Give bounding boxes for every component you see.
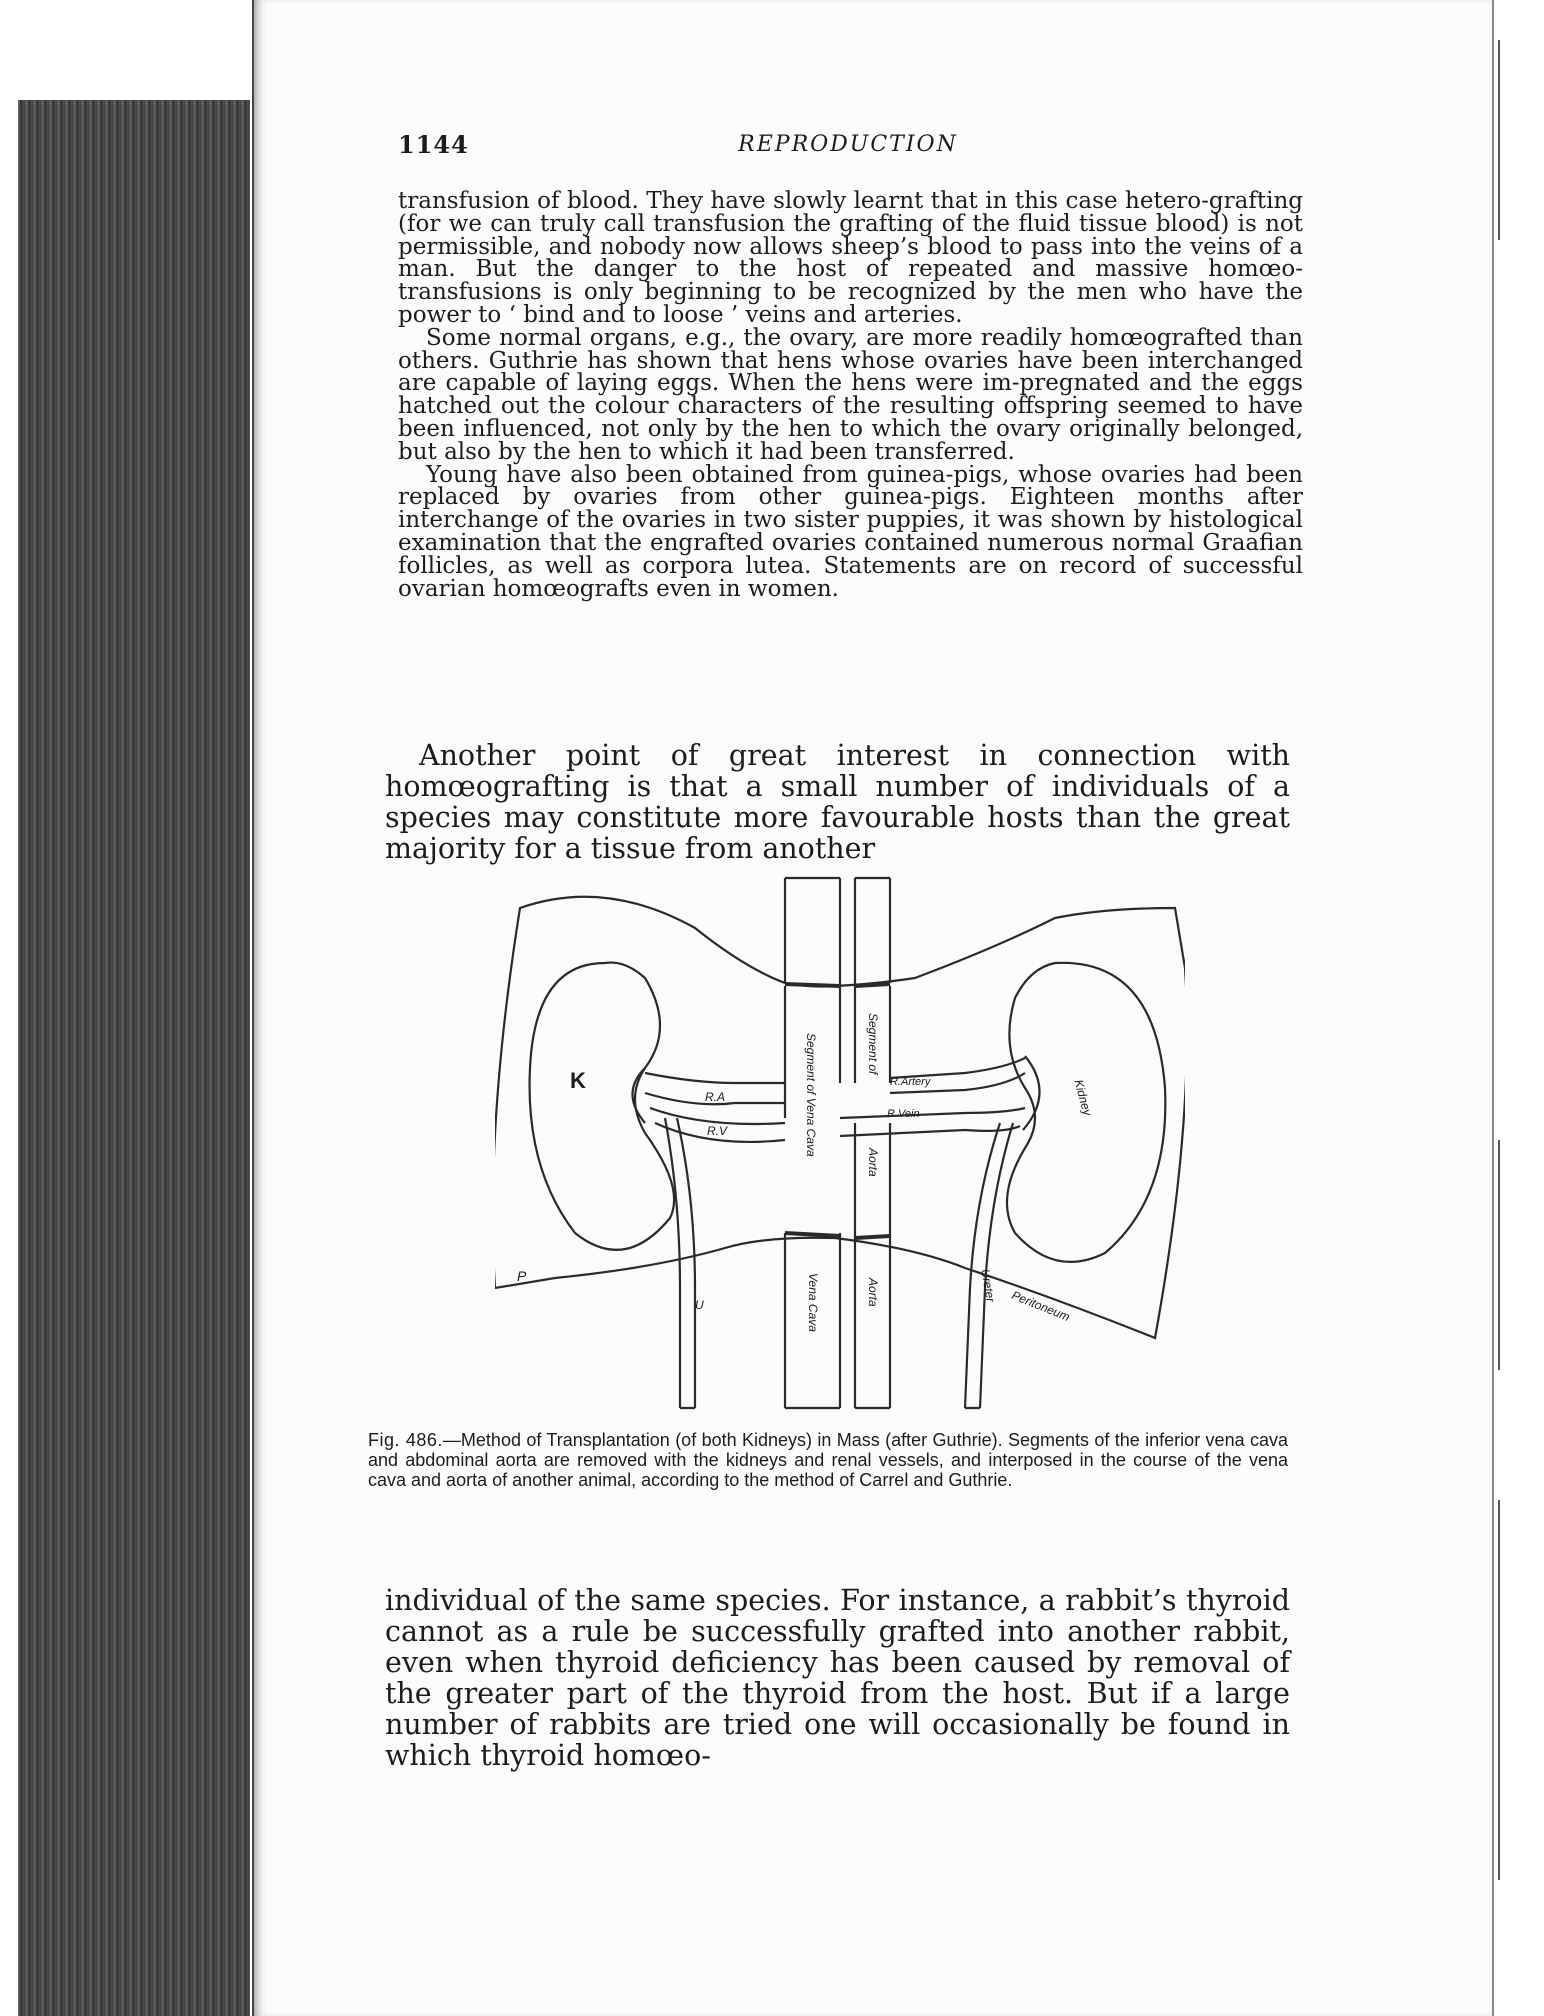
label-k: K	[570, 1068, 586, 1093]
label-r-artery: R.Artery	[890, 1076, 931, 1088]
label-segment-vena-cava: Segment of Vena Cava	[804, 1033, 818, 1157]
ureter-left	[665, 1118, 695, 1408]
label-ra: R.A	[705, 1090, 726, 1104]
body-text-block	[398, 190, 1303, 600]
label-segment-aorta: Segment of	[866, 1013, 880, 1075]
page-edge-right	[1492, 0, 1544, 2016]
figure-label: Fig. 486.	[368, 1430, 443, 1450]
kidney-transplant-figure	[495, 868, 1185, 1418]
anastomosis-upper	[785, 984, 890, 986]
figure-caption-text: —Method of Transplantation (of both Kidneys) in Mass (after Guthrie). Segments of the inferior vena cava and abdominal aorta are removed with the kidneys and renal vessels, and interposed in the course of the vena cava and aorta of another animal, according to the method of Carrel and Guthrie.	[368, 1430, 1288, 1490]
label-ureter-left: U	[695, 1298, 704, 1312]
large-text-block-2	[385, 1585, 1290, 1771]
book-spine	[0, 0, 250, 2016]
kidney-diagram	[495, 868, 1185, 1418]
aorta-upper	[855, 878, 890, 986]
paragraph-homoeografting: Another point of great interest in connection with homœografting is that a small number of individuals of a species may constitute more favourable hosts than the great majority for a tissue from another	[385, 739, 1290, 865]
label-aorta-lower: Aorta	[866, 1278, 880, 1307]
scan-margin-left	[0, 100, 18, 2016]
label-p: P	[517, 1268, 527, 1284]
paragraph-rabbit-thyroid: individual of the same species. For instance, a rabbit’s thyroid cannot as a rule be successfully grafted into another rabbit, even when thyroid deficiency has been caused by removal of the greater part of the thyroid from the host. But if a large number of rabbits are tried one will occasionally be found in which thyroid homœo-	[385, 1584, 1290, 1772]
paragraph-transfusion: transfusion of blood. They have slowly learnt that in this case hetero-grafting (for we can truly call transfusion the grafting of the fluid tissue blood) is not permissible, and nobody now allows sheep’s blood to pass into the veins of a man. But the danger to the host of repeated and massive homœo-transfusions is only beginning to be recognized by the men who have the power to ‘ bind and to loose ’ veins and arteries.	[398, 188, 1303, 328]
paragraph-ovary: Some normal organs, e.g., the ovary, are more readily homœografted than others. Guthrie has shown that hens whose ovaries have been interchanged are capable of laying eggs. When the hens were im-pregnated and the eggs hatched out the colour characters of the resulting offspring seemed to have been influenced, not only by the hen to which the ovary originally belonged, but also by the hen to which it had been transferred.	[398, 324, 1303, 465]
aorta-lower	[855, 1238, 890, 1408]
label-rv: R.V	[707, 1124, 728, 1138]
vena-cava-upper	[785, 878, 840, 986]
ureter-right	[965, 1123, 1013, 1408]
scan-margin-top	[0, 0, 250, 100]
left-kidney	[530, 963, 675, 1250]
label-peritoneum: Peritoneum	[1009, 1288, 1072, 1324]
running-head: REPRODUCTION	[738, 132, 958, 157]
paragraph-guinea-pigs: Young have also been obtained from guinea-pigs, whose ovaries had been replaced by ovaries from other guinea-pigs. Eighteen months after interchange of the ovaries in two sister puppies, it was shown by histological examination that the engrafted ovaries contained numerous normal Graafian follicles, as well as corpora lutea. Statements are on record of successful ovarian homœografts even in women.	[398, 461, 1303, 602]
label-r-vein: R.Vein	[887, 1108, 920, 1120]
page-header	[398, 130, 1298, 170]
kidney-hilum-right	[1023, 1056, 1040, 1130]
page-number: 1144	[398, 130, 469, 159]
label-vena-cava: Vena Cava	[806, 1273, 820, 1332]
label-kidney: Kidney	[1071, 1078, 1095, 1118]
figure-caption	[368, 1430, 1288, 1490]
large-text-block-1	[385, 740, 1290, 864]
label-aorta: Aorta	[866, 1148, 880, 1177]
label-ureter-right: Ureter	[978, 1268, 998, 1304]
